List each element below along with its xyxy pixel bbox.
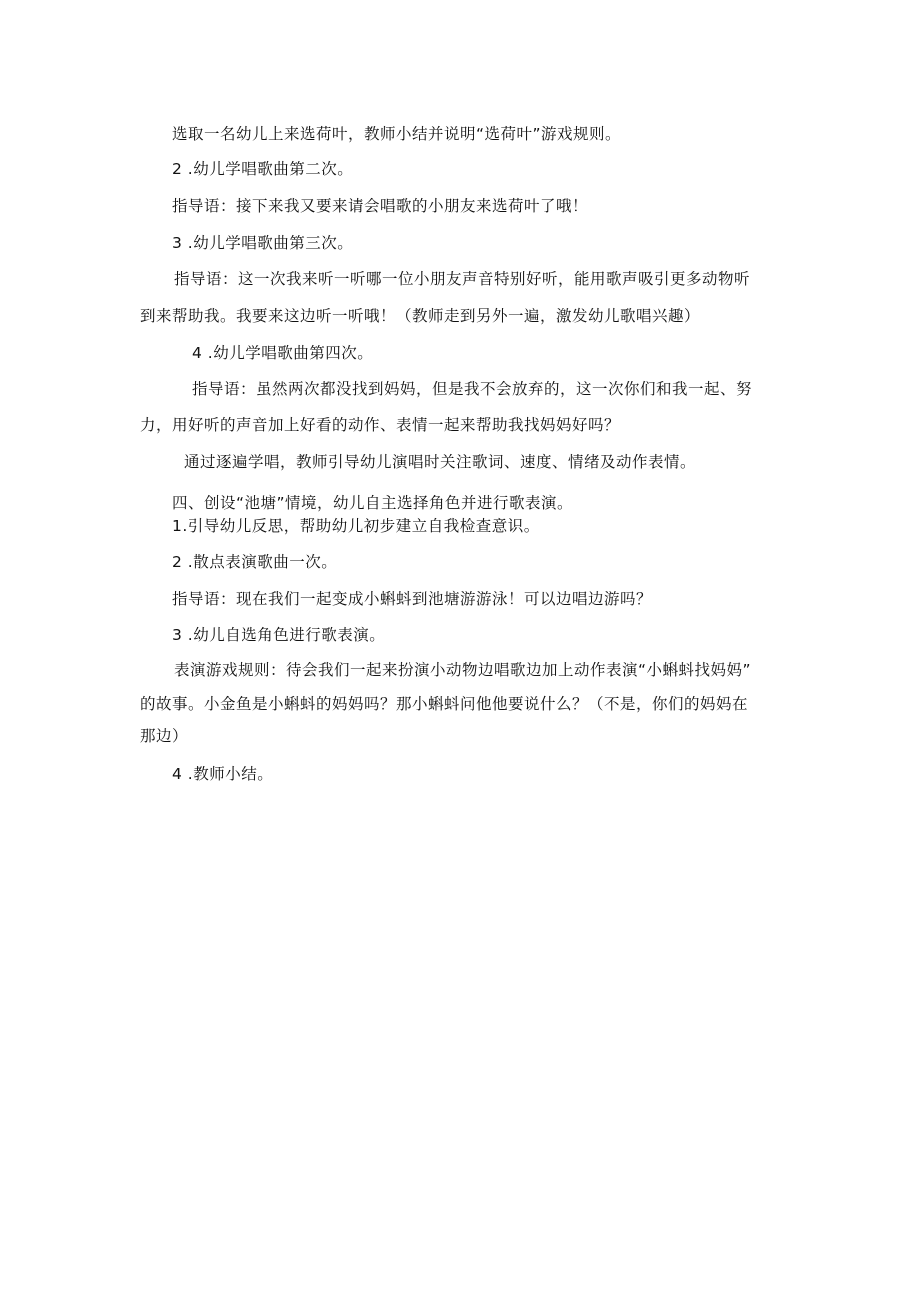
text-line: 选取一名幼儿上来选荷叶，教师小结并说明“选荷叶”游戏规则。: [172, 125, 622, 143]
text-line: 指导语：现在我们一起变成小蝌蚪到池塘游游泳！可以边唱边游吗？: [172, 590, 653, 608]
text-line: 的故事。小金鱼是小蝌蚪的妈妈吗？那小蝌蚪问他他要说什么？（不是，你们的妈妈在: [140, 695, 749, 713]
text-line: 指导语：接下来我又要来请会唱歌的小朋友来选荷叶了哦！: [172, 197, 589, 215]
list-item: 4 .幼儿学唱歌曲第四次。: [192, 344, 374, 362]
list-item: 3 .幼儿自选角色进行歌表演。: [172, 626, 386, 644]
list-item: 1.引导幼儿反思，帮助幼儿初步建立自我检查意识。: [172, 517, 540, 535]
text-line: 指导语：虽然两次都没找到妈妈，但是我不会放弃的，这一次你们和我一起、努: [192, 380, 753, 398]
list-item: 3 .幼儿学唱歌曲第三次。: [172, 234, 354, 252]
text-line: 到来帮助我。我要来这边听一听哦！（教师走到另外一遍，激发幼儿歌唱兴趣）: [140, 307, 701, 325]
list-item: 4 .教师小结。: [172, 765, 274, 783]
text-line: 表演游戏规则：待会我们一起来扮演小动物边唱歌边加上动作表演“小蝌蚪找妈妈”: [174, 661, 752, 679]
text-line: 那边）: [140, 727, 189, 745]
list-item: 2 .散点表演歌曲一次。: [172, 553, 338, 571]
text-line: 力，用好听的声音加上好看的动作、表情一起来帮助我找妈妈好吗？: [140, 416, 621, 434]
text-line: 通过逐遍学唱，教师引导幼儿演唱时关注歌词、速度、情绪及动作表情。: [184, 453, 697, 471]
list-item: 2 .幼儿学唱歌曲第二次。: [172, 160, 354, 178]
section-heading: 四、创设“池塘”情境，幼儿自主选择角色并进行歌表演。: [172, 494, 574, 512]
text-line: 指导语：这一次我来听一听哪一位小朋友声音特别好听，能用歌声吸引更多动物听: [174, 270, 751, 288]
